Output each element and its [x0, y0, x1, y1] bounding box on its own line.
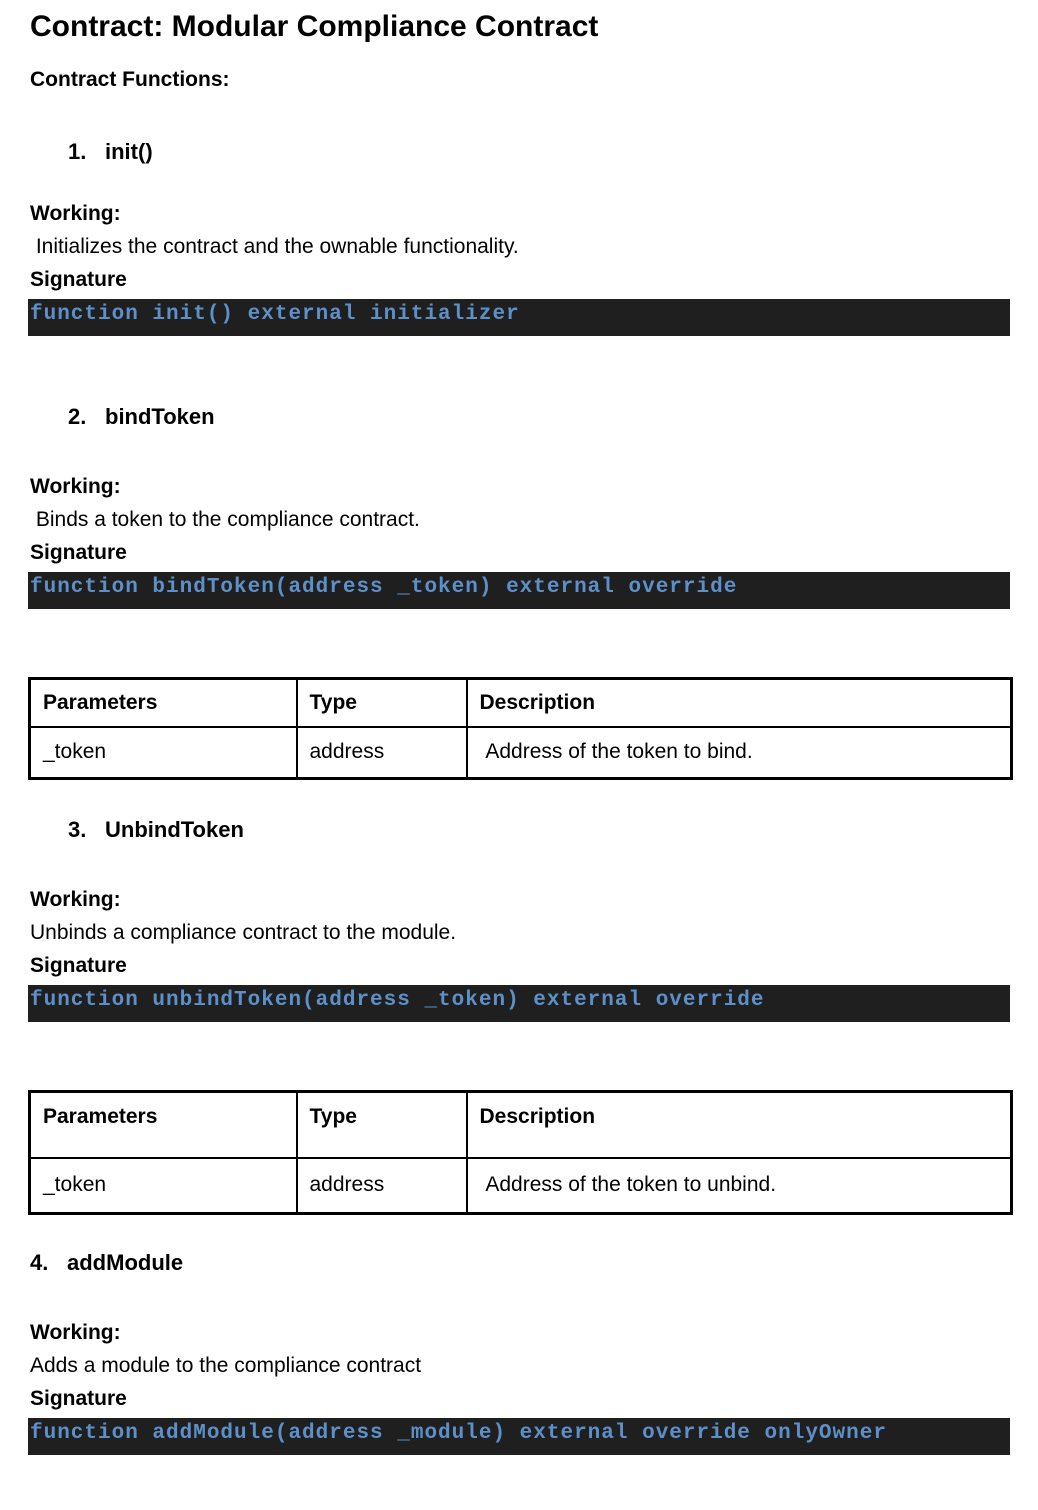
- table-header-type: Type: [297, 1092, 467, 1158]
- working-text: Initializes the contract and the ownable functionality.: [30, 235, 519, 258]
- working-text: Binds a token to the compliance contract.: [30, 508, 420, 531]
- table-header-type: Type: [297, 679, 467, 727]
- signature-label: Signature: [30, 541, 127, 564]
- signature-code-block: function addModule(address _module) external override onlyOwner: [28, 1418, 1010, 1455]
- working-label: Working:: [30, 888, 121, 911]
- function-name: UnbindToken: [105, 817, 244, 842]
- function-name: addModule: [67, 1250, 184, 1275]
- working-text: Unbinds a compliance contract to the module.: [30, 921, 457, 944]
- param-name-cell: _token: [30, 1158, 297, 1214]
- param-type-cell: address: [297, 1158, 467, 1214]
- signature-label: Signature: [30, 1387, 127, 1410]
- function-section-addmodule: [30, 1249, 1010, 1455]
- working-label: Working:: [30, 475, 121, 498]
- signature-code-block: function bindToken(address _token) external override: [28, 572, 1010, 609]
- param-description-cell: Address of the token to unbind.: [467, 1158, 1012, 1214]
- function-section-unbindtoken: [30, 816, 1010, 1215]
- param-description-cell: Address of the token to bind.: [467, 727, 1012, 779]
- signature-code-block: function init() external initializer: [28, 299, 1010, 336]
- function-name: bindToken: [105, 404, 215, 429]
- contract-functions-label: Contract Functions:: [30, 68, 230, 91]
- function-heading: [30, 816, 1010, 843]
- function-heading: [30, 138, 1010, 165]
- table-header-row: [30, 1092, 1012, 1158]
- param-name-cell: _token: [30, 727, 297, 779]
- function-number: 2.: [68, 404, 87, 429]
- function-number: 4.: [30, 1250, 49, 1275]
- table-header-description: Description: [467, 1092, 1012, 1158]
- parameters-table: [28, 677, 1013, 780]
- signature-code-block: function unbindToken(address _token) external override: [28, 985, 1010, 1022]
- table-header-description: Description: [467, 679, 1012, 727]
- parameters-table: [28, 1090, 1013, 1215]
- signature-label: Signature: [30, 954, 127, 977]
- working-label: Working:: [30, 202, 121, 225]
- page-title: Contract: Modular Compliance Contract: [30, 10, 599, 43]
- function-section-bindtoken: [30, 403, 1010, 780]
- function-section-init: [30, 138, 1010, 336]
- function-name: init(): [105, 139, 153, 164]
- table-header-parameters: Parameters: [30, 679, 297, 727]
- function-number: 1.: [68, 139, 87, 164]
- signature-label: Signature: [30, 268, 127, 291]
- function-heading: [30, 1249, 1010, 1276]
- function-number: 3.: [68, 817, 87, 842]
- function-heading: [30, 403, 1010, 430]
- table-row: [30, 727, 1012, 779]
- table-header-parameters: Parameters: [30, 1092, 297, 1158]
- working-text: Adds a module to the compliance contract: [30, 1354, 422, 1377]
- working-label: Working:: [30, 1321, 121, 1344]
- table-row: [30, 1158, 1012, 1214]
- param-type-cell: address: [297, 727, 467, 779]
- table-header-row: [30, 679, 1012, 727]
